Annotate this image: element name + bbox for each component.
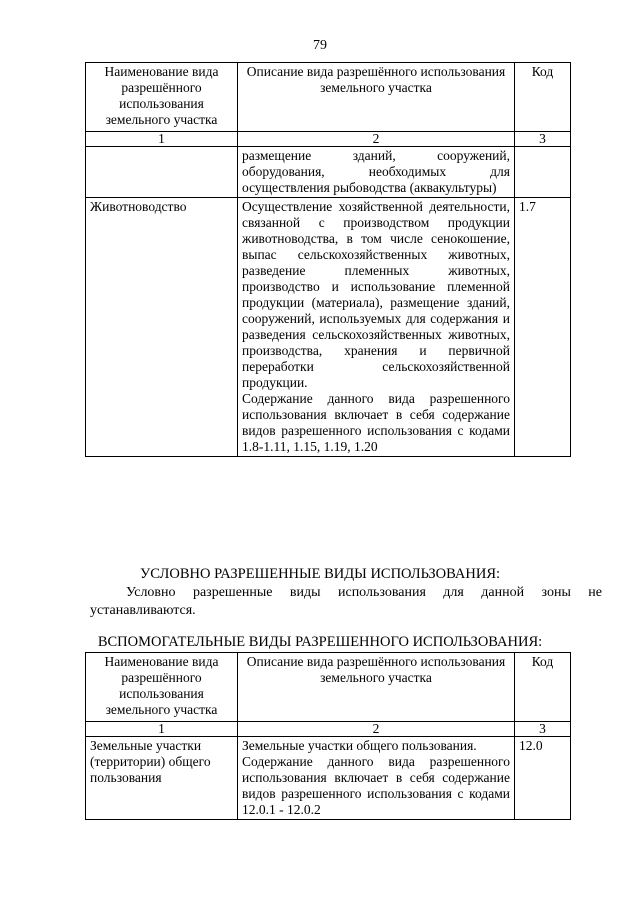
col-number: 3 — [515, 722, 571, 737]
header-name: Наименование вида разрешённого использования земельного участка — [86, 653, 238, 722]
row-description: Земельные участки общего пользования. — [242, 738, 477, 753]
row-description: Осуществление хозяйственной деятельности, связанной с производством продукции животноводства, в том числе сенокошение, выпас сельскохозяйственных животных, разведение племенных животных, производство и использование племенной продукции (материала), размещение зданий, сооружений, используемых для содержания и разведения сельскохозяйственных животных, производства, хранения и первичной переработки сельскохозяйственной продукции. — [242, 199, 510, 390]
column-numbers-row — [86, 722, 571, 737]
header-description: Описание вида разрешённого использования земельного участка — [238, 653, 515, 722]
row-code: 1.7 — [515, 198, 571, 457]
header-description: Описание вида разрешённого использования земельного участка — [238, 63, 515, 132]
column-numbers-row — [86, 132, 571, 147]
col-number: 2 — [238, 722, 515, 737]
row-name — [86, 147, 238, 198]
col-number: 1 — [86, 722, 238, 737]
auxiliary-use-table — [85, 652, 571, 820]
auxiliary-uses-title: ВСПОМОГАТЕЛЬНЫЕ ВИДЫ РАЗРЕШЕННОГО ИСПОЛЬЗОВАНИЯ: — [97, 634, 543, 650]
row-code: 12.0 — [515, 737, 571, 820]
table-row — [86, 737, 571, 820]
table-header-row — [86, 653, 571, 722]
table-header-row — [86, 63, 571, 132]
row-description: размещение зданий, сооружений, оборудования, необходимых для осуществления рыбоводства (аквакультуры) — [238, 147, 515, 198]
header-code: Код — [515, 653, 571, 722]
conditional-uses-title: УСЛОВНО РАЗРЕШЕННЫЕ ВИДЫ ИСПОЛЬЗОВАНИЯ: — [139, 566, 501, 582]
row-description-content: Содержание данного вида разрешенного использования включает в себя содержание видов разрешенного использования с кодами 1.8-1.11, 1.15, 1.19, 1.20 — [242, 391, 510, 454]
permitted-use-table — [85, 62, 571, 457]
col-number: 1 — [86, 132, 238, 147]
row-code — [515, 147, 571, 198]
header-name: Наименование вида разрешённого использования земельного участка — [86, 63, 238, 132]
table-row — [86, 147, 571, 198]
conditional-uses-text: Условно разрешенные виды использования для данной зоны не устанавливаются. — [90, 585, 602, 618]
row-description-content: Содержание данного вида разрешенного использования включает в себя содержание видов разрешенного использования с кодами 12.0.1 - 12.0.2 — [242, 754, 510, 817]
row-name: Животноводство — [86, 198, 238, 457]
col-number: 3 — [515, 132, 571, 147]
page-number: 79 — [313, 38, 327, 53]
table-row — [86, 198, 571, 457]
header-code: Код — [515, 63, 571, 132]
row-name: Земельные участки (территории) общего пользования — [86, 737, 238, 820]
row-description-cell — [238, 198, 515, 457]
col-number: 2 — [238, 132, 515, 147]
row-description-cell — [238, 737, 515, 820]
